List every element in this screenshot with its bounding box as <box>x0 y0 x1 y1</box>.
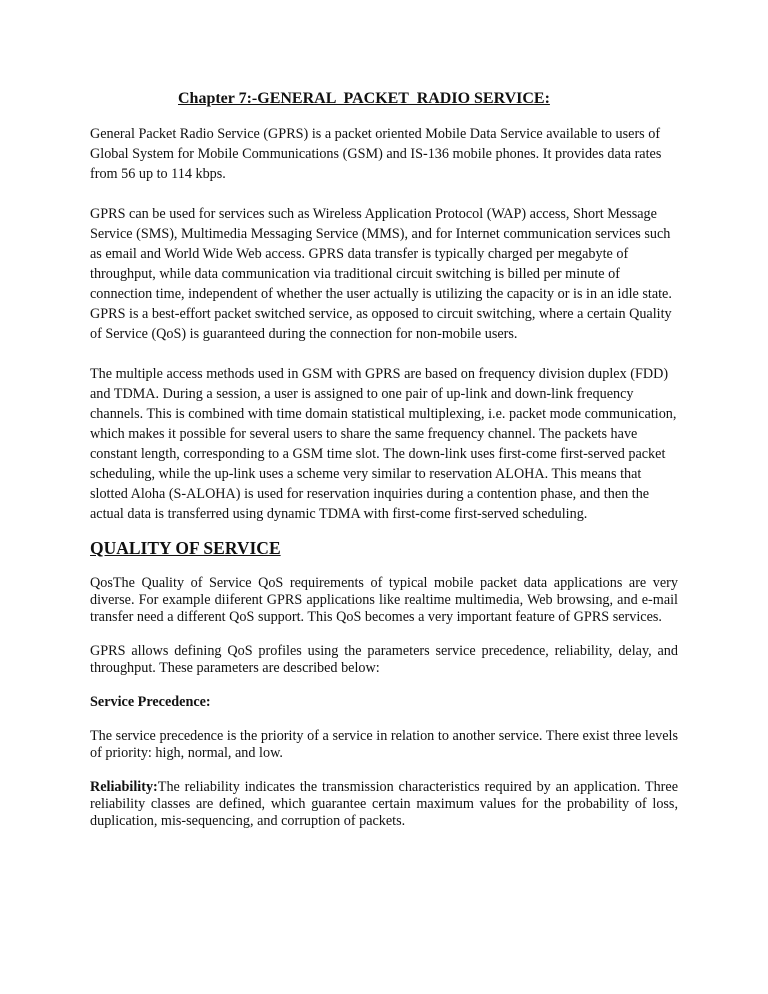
reliability-paragraph <box>90 779 678 830</box>
reliability-text: The reliability indicates the transmission characteristics required by an application. Three reliability classes are defined, which guarantee certain maximum values for the probability of loss, duplication, mis-sequencing, and corruption of packets. <box>90 779 678 829</box>
intro-paragraph-access-methods: The multiple access methods used in GSM with GPRS are based on frequency division duplex (FDD) and TDMA. During a session, a user is assigned to one pair of up-link and down-link frequency channels. This is combined with time domain statistical multiplexing, i.e. packet mode communication, which makes it possible for several users to share the same frequency channel. The packets have constant length, corresponding to a GSM time slot. The down-link uses first-come first-served packet scheduling, while the up-link uses a scheme very similar to reservation ALOHA. This means that slotted Aloha (S-ALOHA) is used for reservation inquiries during a contention phase, and then the actual data is transferred using dynamic TDMA with first-come first-served scheduling. <box>90 366 677 522</box>
qos-section-heading: QUALITY OF SERVICE <box>90 538 281 558</box>
chapter-title: Chapter 7:-GENERAL PACKET RADIO SERVICE: <box>178 90 550 107</box>
qos-paragraph-requirements: QosThe Quality of Service QoS requirements of typical mobile packet data applications are very diverse. For example diiferent GPRS applications like realtime multimedia, Web browsing, and e-mail transfer need a different QoS support. This QoS becomes a very important feature of GPRS services. <box>90 575 678 625</box>
intro-paragraph-gprs-definition: General Packet Radio Service (GPRS) is a packet oriented Mobile Data Service available to users of Global System for Mobile Communications (GSM) and IS-136 mobile phones. It provides data rates from 56 up to 114 kbps. <box>90 126 662 182</box>
service-precedence-paragraph: The service precedence is the priority of a service in relation to another service. There exist three levels of priority: high, normal, and low. <box>90 728 678 761</box>
intro-paragraph-gprs-services: GPRS can be used for services such as Wireless Application Protocol (WAP) access, Short Message Service (SMS), Multimedia Messaging Service (MMS), and for Internet communication services such as email and World Wide Web access. GPRS data transfer is typically charged per megabyte of throughput, while data communication via traditional circuit switching is billed per minute of connection time, independent of whether the user actually is utilizing the capacity or is in an idle state. GPRS is a best-effort packet switched service, as opposed to circuit switching, where a certain Quality of Service (QoS) is guaranteed during the connection for non-mobile users. <box>90 206 672 342</box>
reliability-label: Reliability: <box>90 779 158 795</box>
service-precedence-heading: Service Precedence: <box>90 694 211 710</box>
document-page <box>90 88 678 847</box>
qos-paragraph-profiles: GPRS allows defining QoS profiles using the parameters service precedence, reliability, delay, and throughput. These parameters are described below: <box>90 643 678 676</box>
